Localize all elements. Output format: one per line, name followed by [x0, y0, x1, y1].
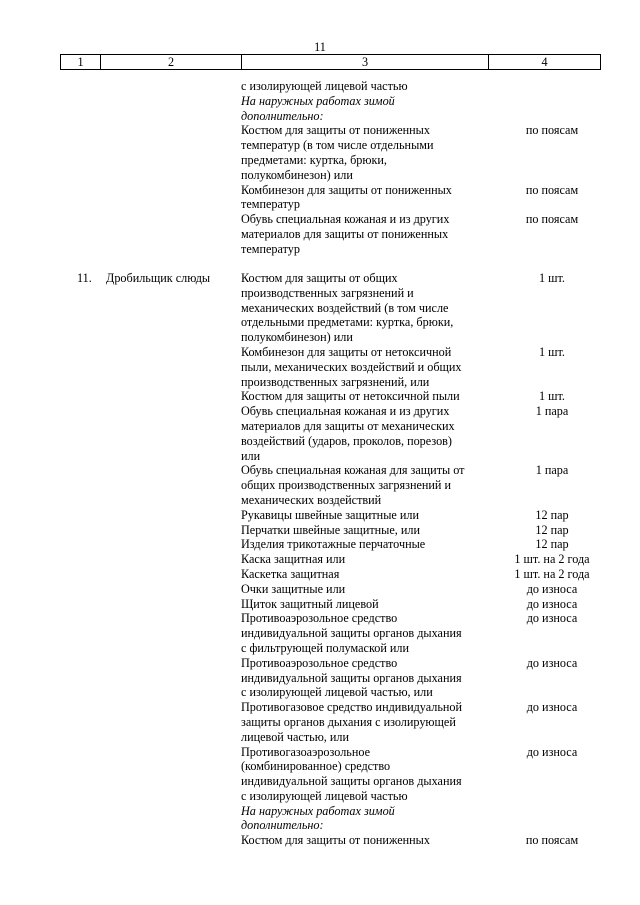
list-item: [241, 581, 578, 597]
list-item: [241, 389, 565, 404]
item-text-line: Обувь специальная кожаная для защиты от: [241, 463, 465, 478]
item-quantity: 1 пара: [535, 404, 569, 419]
row-11-items: [241, 271, 590, 848]
item-text-line: Костюм для защиты от пониженных: [241, 833, 430, 848]
item-quantity: 1 пара: [535, 463, 569, 478]
item-text-line: температур: [241, 197, 300, 212]
list-item: [241, 507, 569, 523]
item-text-line: отдельными предметами: куртка, брюки,: [241, 315, 454, 330]
item-text-line: механических воздействий (в том числе: [241, 300, 449, 315]
item-text-line: материалов для защиты от пониженных: [241, 226, 449, 241]
item-text-line: производственных загрязнений, или: [241, 374, 430, 389]
item-text-line: механических воздействий: [241, 492, 382, 507]
list-item: [241, 655, 578, 700]
item-text-line: дополнительно:: [241, 108, 324, 123]
header-col-3: 3: [242, 55, 489, 70]
item-quantity: по поясам: [525, 212, 579, 227]
item-text-line: материалов для защиты от механических: [241, 418, 455, 433]
item-text-line: индивидуальной защиты органов дыхания: [241, 774, 462, 789]
section-note: [241, 94, 491, 124]
list-item: [241, 537, 569, 552]
item-text-line: Противоаэрозольное средство: [241, 611, 398, 626]
item-text-line: Каскетка защитная: [241, 566, 340, 581]
item-quantity: до износа: [526, 596, 578, 611]
list-item: [241, 522, 569, 538]
item-quantity: до износа: [526, 655, 578, 670]
item-quantity: 1 шт. на 2 года: [514, 552, 590, 567]
item-text-line: Каска защитная или: [241, 552, 346, 567]
list-item: [241, 404, 569, 463]
item-text-line: индивидуальной защиты органов дыхания: [241, 626, 462, 641]
header-col-2: 2: [101, 55, 242, 70]
item-text-line: общих производственных загрязнений и: [241, 478, 452, 493]
list-item: [241, 123, 579, 182]
list-item: [241, 744, 578, 804]
item-quantity: 1 шт.: [539, 344, 565, 359]
item-text-line: Комбинезон для защиты от пониженных: [241, 182, 452, 197]
item-text-line: Костюм для защиты от нетоксичной пыли: [241, 389, 460, 404]
continuation-items: [241, 79, 579, 257]
item-quantity: по поясам: [525, 833, 579, 848]
item-text-line: На наружных работах зимой: [241, 93, 395, 108]
item-quantity: до износа: [526, 581, 578, 596]
item-text-line: Очки защитные или: [241, 581, 346, 596]
list-item: [241, 552, 590, 567]
item-text-line: На наружных работах зимой: [241, 803, 395, 818]
item-text-line: Перчатки швейные защитные, или: [241, 522, 421, 537]
item-text-line: температур: [241, 241, 300, 256]
item-text-line: с фильтрующей полумаской или: [241, 640, 410, 655]
list-item: [241, 79, 491, 94]
item-text-line: Костюм для защиты от пониженных: [241, 123, 430, 138]
item-text-line: Комбинезон для защиты от нетоксичной: [241, 344, 452, 359]
item-quantity: 12 пар: [535, 522, 569, 537]
item-text-line: Обувь специальная кожаная и из других: [241, 212, 450, 227]
list-item: [241, 271, 565, 345]
item-text-line: с изолирующей лицевой частью, или: [241, 685, 433, 700]
item-text-line: с изолирующей лицевой частью: [241, 79, 408, 93]
list-item: [241, 833, 579, 848]
item-quantity: 12 пар: [535, 507, 569, 522]
item-quantity: по поясам: [525, 123, 579, 138]
column-header-table: [60, 54, 601, 70]
list-item: [241, 596, 578, 612]
item-text-line: температур (в том числе отдельными: [241, 138, 434, 153]
item-quantity: по поясам: [525, 182, 579, 197]
item-text-line: Противогазоаэрозольное: [241, 744, 371, 759]
profession-name: Дробильщик слюды: [106, 271, 211, 285]
item-text-line: Изделия трикотажные перчаточные: [241, 537, 426, 552]
item-text-line: производственных загрязнений и: [241, 285, 414, 300]
item-quantity: до износа: [526, 744, 578, 759]
row-number: 11.: [77, 271, 92, 285]
section-note: [241, 804, 491, 834]
item-text-line: Рукавицы швейные защитные или: [241, 507, 419, 522]
item-text-line: Противогазовое средство индивидуальной: [241, 700, 463, 715]
header-col-1: 1: [61, 55, 101, 70]
item-text-line: полукомбинезон) или: [241, 167, 353, 182]
item-quantity: 1 шт.: [539, 271, 565, 285]
item-text-line: (комбинированное) средство: [241, 759, 391, 774]
header-row: [61, 55, 601, 70]
item-text-line: Обувь специальная кожаная и из других: [241, 404, 450, 419]
item-quantity: до износа: [526, 611, 578, 626]
item-text-line: защиты органов дыхания с изолирующей: [241, 714, 456, 729]
list-item: [241, 344, 565, 389]
item-text-line: предметами: куртка, брюки,: [241, 152, 387, 167]
item-quantity: 1 шт.: [539, 389, 565, 404]
item-text-line: с изолирующей лицевой частью: [241, 788, 408, 803]
list-item: [241, 700, 578, 744]
item-text-line: индивидуальной защиты органов дыхания: [241, 670, 462, 685]
item-quantity: до износа: [526, 700, 578, 715]
list-item: [241, 463, 569, 507]
item-text-line: воздействий (ударов, проколов, порезов): [241, 433, 452, 448]
item-text-line: дополнительно:: [241, 818, 324, 833]
item-text-line: полукомбинезон) или: [241, 330, 353, 345]
item-text-line: пыли, механических воздействий и общих: [241, 359, 462, 374]
item-text-line: Противоаэрозольное средство: [241, 655, 398, 670]
item-text-line: Щиток защитный лицевой: [241, 596, 379, 611]
page-number: 11: [314, 40, 326, 54]
list-item: [241, 182, 579, 213]
header-col-4: 4: [489, 55, 601, 70]
list-item: [241, 212, 579, 256]
item-text-line: или: [241, 448, 261, 463]
list-item: [241, 566, 590, 582]
list-item: [241, 611, 578, 655]
item-quantity: 1 шт. на 2 года: [514, 566, 590, 581]
item-quantity: 12 пар: [535, 537, 569, 552]
item-text-line: лицевой частью, или: [241, 729, 350, 744]
item-text-line: Костюм для защиты от общих: [241, 271, 398, 285]
